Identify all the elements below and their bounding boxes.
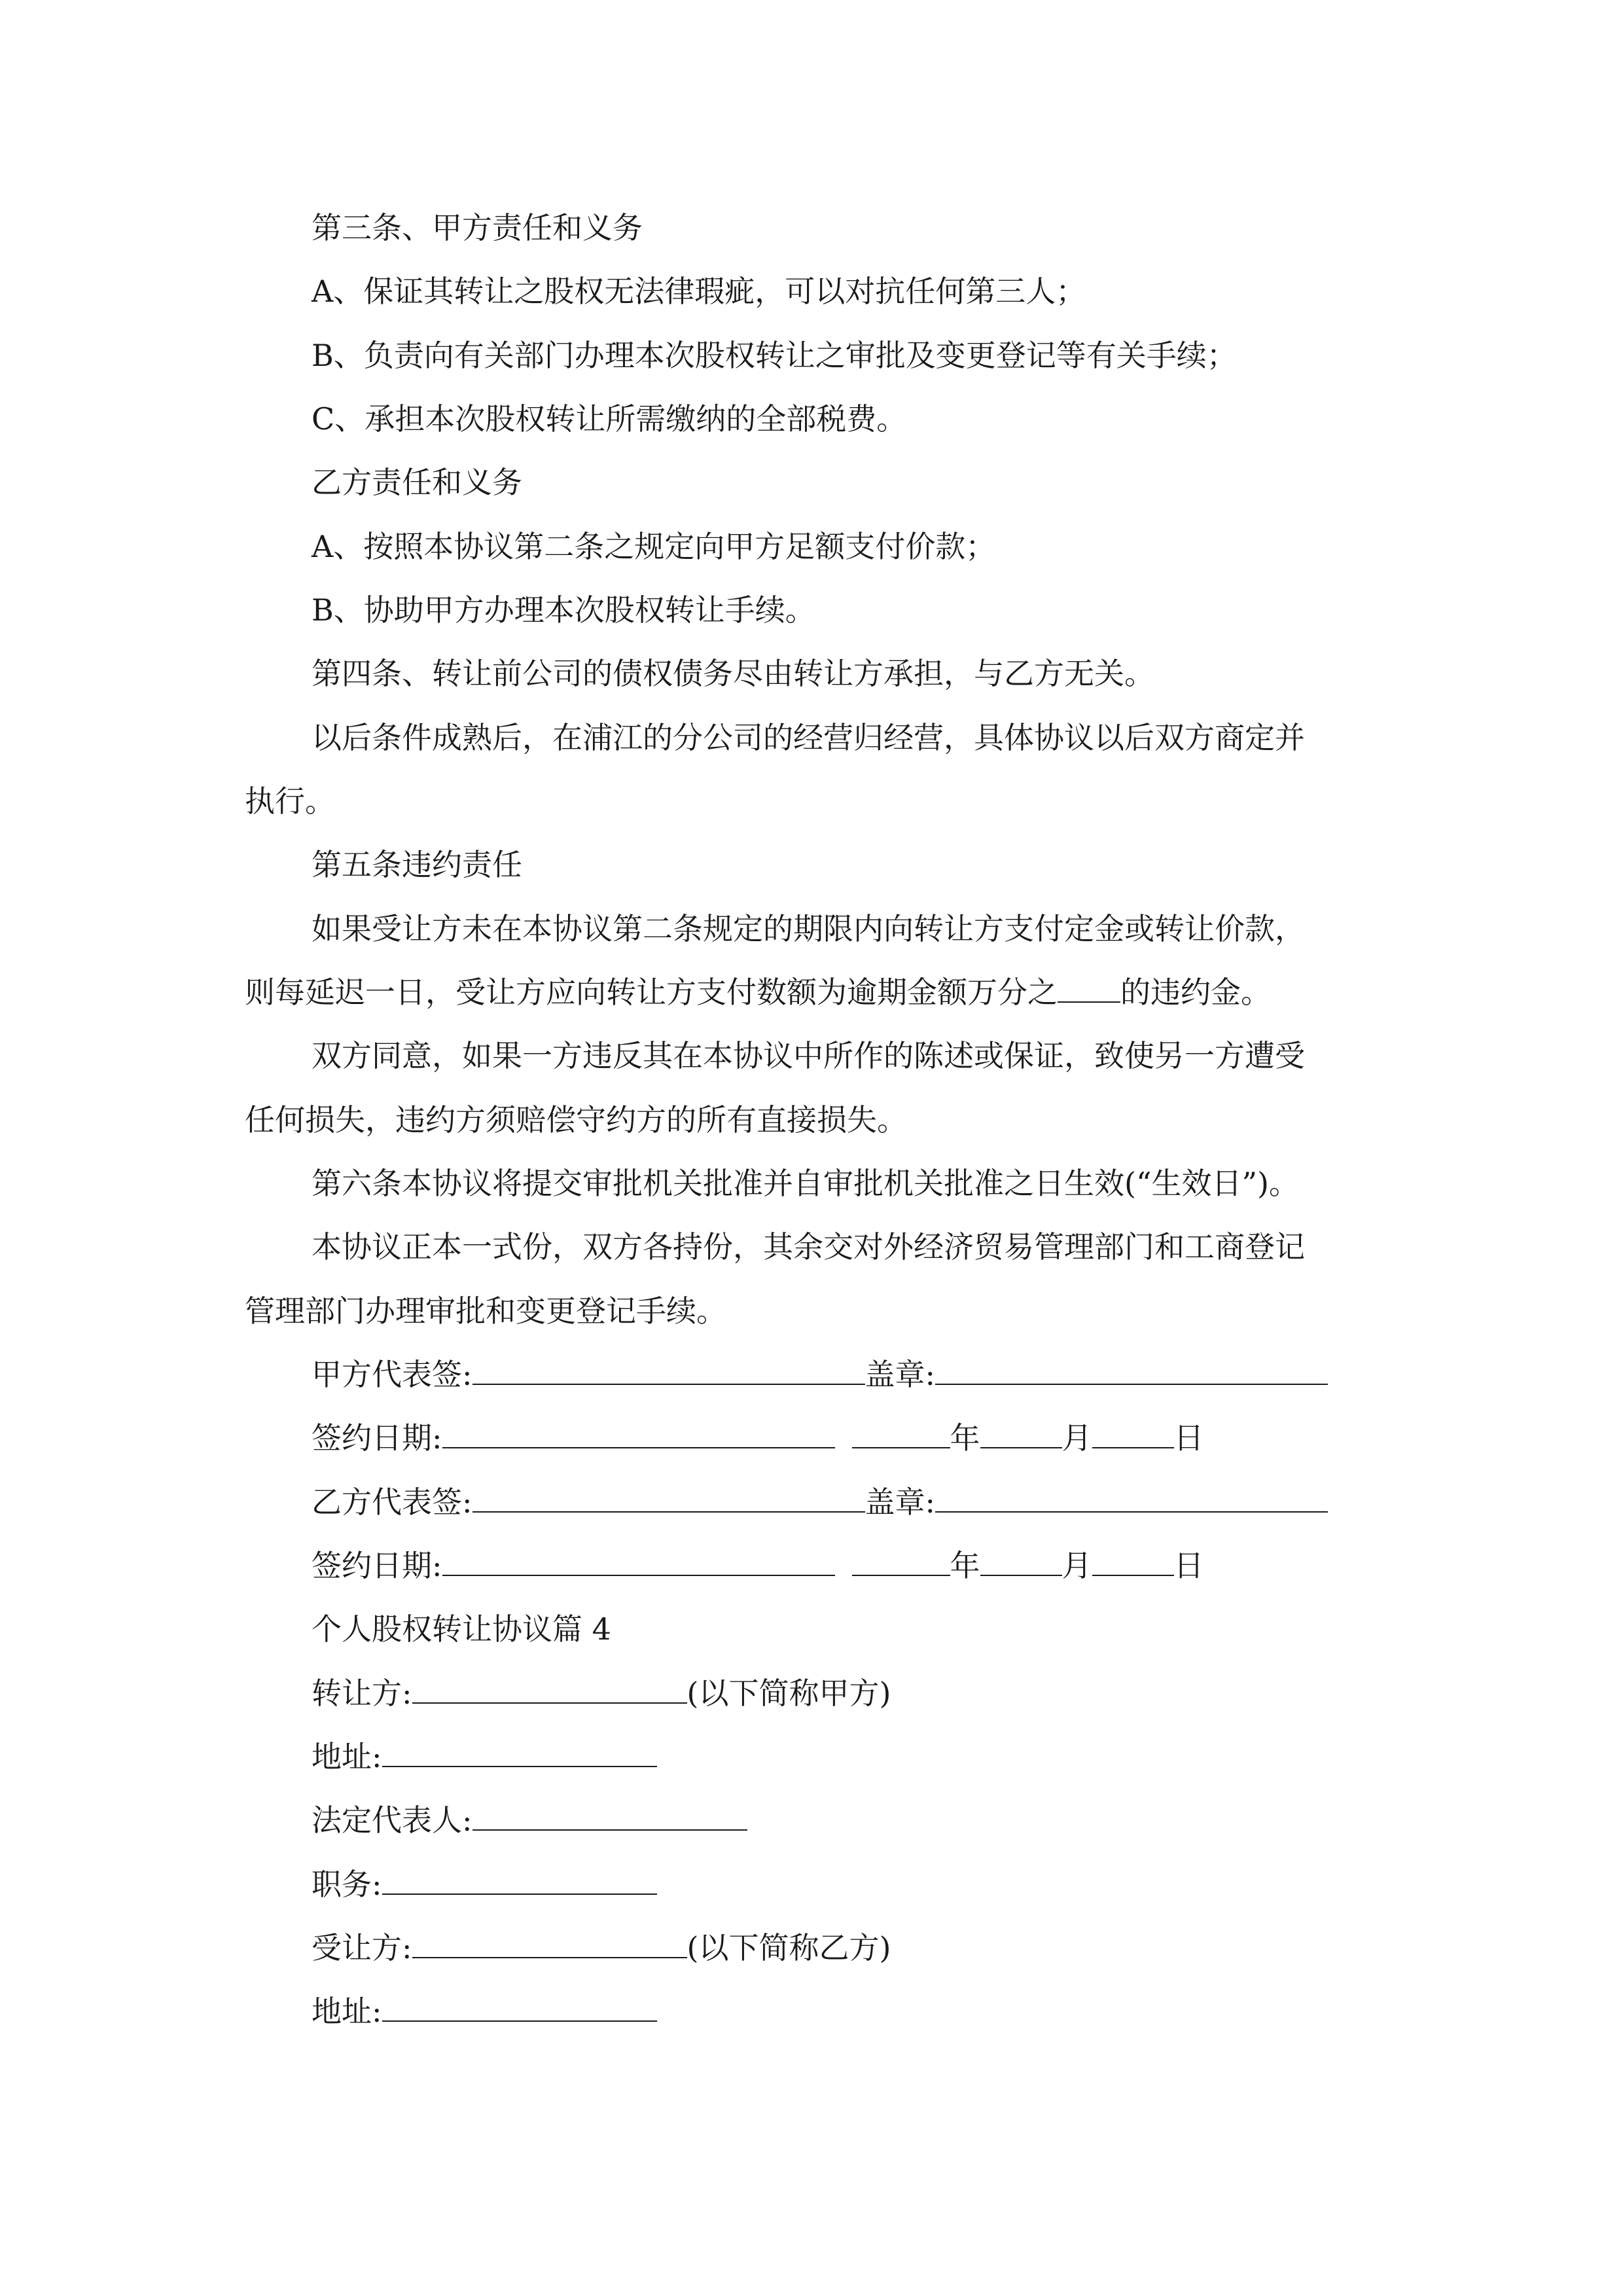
warranty-line2: 任何损失，违约方须赔偿守约方的所有直接损失。 — [245, 1102, 907, 1138]
legal-rep-blank[interactable] — [473, 1801, 747, 1831]
party-a-date-blank[interactable] — [442, 1418, 835, 1448]
warranty-line1: 双方同意，如果一方违反其在本协议中所作的陈述或保证，致使另一方遭受 — [312, 1038, 1305, 1073]
party-b-month-blank[interactable] — [980, 1546, 1062, 1576]
party-b-date-row — [312, 1546, 1204, 1585]
legal-rep-row — [312, 1801, 747, 1840]
breach-line2 — [245, 973, 1271, 1012]
party-b-date-blank[interactable] — [442, 1546, 835, 1576]
party-b-seal-blank[interactable] — [935, 1482, 1328, 1513]
party-a-rep-label: 甲方代表签: — [312, 1357, 473, 1392]
party-b-signature-row — [312, 1482, 1328, 1522]
copies-line1: 本协议正本一式份，双方各持份，其余交对外经济贸易管理部门和工商登记 — [312, 1229, 1305, 1265]
party-a-day-blank[interactable] — [1092, 1418, 1174, 1448]
section6: 第六条本协议将提交审批机关批准并自审批机关批准之日生效(“生效日”)。 — [312, 1166, 1299, 1201]
party-a-duty-b: B、负责向有关部门办理本次股权转让之审批及变更登记等有关手续； — [312, 338, 1237, 373]
transferor-address-label: 地址: — [312, 1739, 382, 1774]
party-a-date-row — [312, 1418, 1204, 1458]
branch-line2: 执行。 — [245, 783, 335, 819]
party-b-year-blank[interactable] — [852, 1546, 950, 1576]
transferee-address-row — [312, 1992, 657, 2031]
party-b-duty-b: B、协助甲方办理本次股权转让手续。 — [312, 592, 815, 628]
transferor-row — [312, 1674, 891, 1713]
transferor-address-blank[interactable] — [382, 1737, 657, 1767]
breach-line1: 如果受让方未在本协议第二条规定的期限内向转让方支付定金或转让价款， — [312, 911, 1305, 946]
party-a-duty-a: A、保证其转让之股权无法律瑕疵，可以对抗任何第三人； — [312, 274, 1086, 309]
transferor-address-row — [312, 1737, 657, 1776]
position-label: 职务: — [312, 1867, 382, 1902]
party-b-duty-a: A、按照本协议第二条之规定向甲方足额支付价款； — [312, 529, 996, 564]
party-a-rep-blank[interactable] — [473, 1355, 865, 1385]
transferee-note: (以下简称乙方) — [687, 1930, 891, 1965]
party-a-day-label: 日 — [1173, 1420, 1204, 1456]
party-a-month-label: 月 — [1061, 1420, 1092, 1456]
transferor-label: 转让方: — [312, 1676, 412, 1711]
position-blank[interactable] — [382, 1865, 657, 1895]
transferee-row — [312, 1928, 891, 1967]
party-b-rep-blank[interactable] — [473, 1482, 865, 1513]
party-a-duty-c: C、承担本次股权转让所需缴纳的全部税费。 — [312, 401, 907, 437]
penalty-rate-blank[interactable] — [1058, 973, 1120, 1003]
party-a-year-blank[interactable] — [852, 1418, 950, 1448]
party-a-month-blank[interactable] — [980, 1418, 1062, 1448]
party-b-month-label: 月 — [1061, 1548, 1092, 1583]
transferor-blank[interactable] — [412, 1674, 687, 1704]
branch-line1: 以后条件成熟后，在浦江的分公司的经营归经营，具体协议以后双方商定并 — [312, 720, 1305, 755]
transferor-note: (以下简称甲方) — [687, 1676, 891, 1711]
copies-line2: 管理部门办理审批和变更登记手续。 — [245, 1293, 726, 1329]
transferee-blank[interactable] — [412, 1928, 687, 1958]
transferee-label: 受让方: — [312, 1930, 412, 1965]
party-b-title: 乙方责任和义务 — [312, 465, 522, 500]
party-a-signature-row — [312, 1355, 1328, 1394]
agreement4-title: 个人股权转让协议篇 4 — [312, 1611, 611, 1647]
party-b-rep-label: 乙方代表签: — [312, 1484, 473, 1520]
party-b-seal-label: 盖章: — [865, 1484, 935, 1520]
party-b-date-label: 签约日期: — [312, 1548, 442, 1583]
transferee-address-label: 地址: — [312, 1994, 382, 2029]
party-b-day-label: 日 — [1173, 1548, 1204, 1583]
party-a-date-label: 签约日期: — [312, 1420, 442, 1456]
party-b-day-blank[interactable] — [1092, 1546, 1174, 1576]
position-row — [312, 1865, 657, 1904]
party-a-year-label: 年 — [950, 1420, 980, 1456]
party-a-seal-blank[interactable] — [935, 1355, 1328, 1385]
section5-title: 第五条违约责任 — [312, 847, 522, 882]
breach-line2-pre: 则每延迟一日，受让方应向转让方支付数额为逾期金额万分之 — [245, 975, 1058, 1010]
legal-rep-label: 法定代表人: — [312, 1803, 473, 1838]
section4: 第四条、转让前公司的债权债务尽由转让方承担，与乙方无关。 — [312, 656, 1154, 691]
section3-title: 第三条、甲方责任和义务 — [312, 210, 643, 245]
party-a-seal-label: 盖章: — [865, 1357, 935, 1392]
party-b-year-label: 年 — [950, 1548, 980, 1583]
breach-line2-post: 的违约金。 — [1120, 975, 1271, 1010]
transferee-address-blank[interactable] — [382, 1992, 657, 2022]
